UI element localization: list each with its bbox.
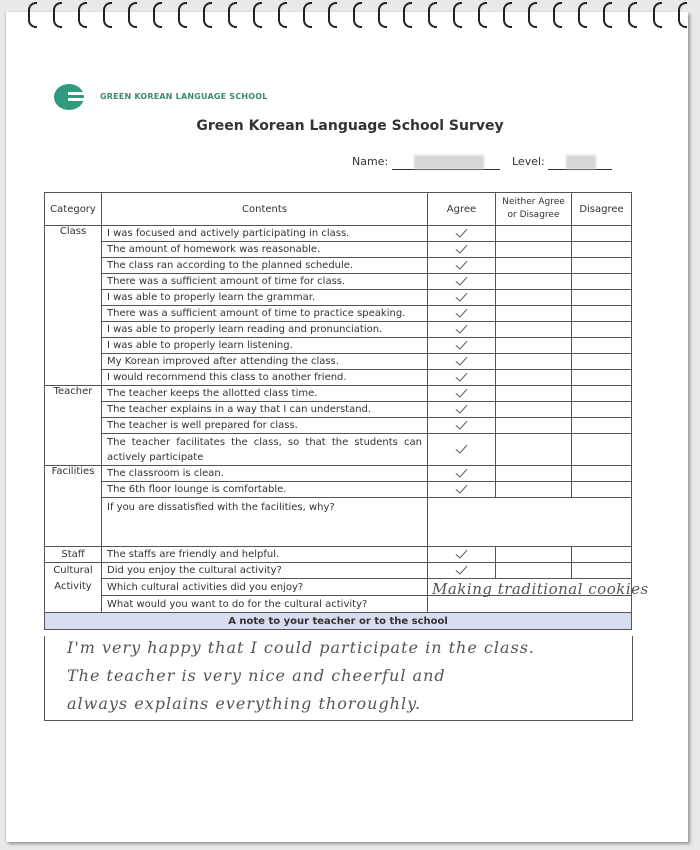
disagree-cell[interactable] (572, 306, 632, 322)
category-facilities: Facilities (45, 466, 102, 547)
row-content: My Korean improved after attending the class. (102, 354, 428, 370)
survey-table (44, 192, 632, 630)
check-mark-icon (456, 305, 468, 317)
row-content: The staffs are friendly and helpful. (102, 547, 428, 563)
neither-cell[interactable] (496, 322, 572, 338)
disagree-cell[interactable] (572, 547, 632, 563)
neither-cell[interactable] (496, 338, 572, 354)
category-cultural-activity (45, 563, 102, 613)
disagree-cell[interactable] (572, 418, 632, 434)
note-header-row (45, 613, 632, 630)
binding-ring (78, 2, 87, 28)
category-cultural-line1: Cultural (53, 565, 93, 576)
agree-cell[interactable] (428, 258, 496, 274)
row-content: The teacher keeps the allotted class time. (102, 386, 428, 402)
row-content: What would you want to do for the cultural activity? (102, 596, 428, 613)
check-mark-icon (456, 337, 468, 349)
binding-ring (528, 2, 537, 28)
row-content: I was able to properly learn reading and pronunciation. (102, 322, 428, 338)
table-row (45, 322, 632, 338)
check-mark-icon (456, 225, 468, 237)
binding-ring (28, 2, 37, 28)
row-content: If you are dissatisfied with the facilities, why? (102, 498, 428, 547)
row-content: I would recommend this class to another friend. (102, 370, 428, 386)
binding-ring (678, 2, 687, 28)
agree-cell[interactable] (428, 402, 496, 418)
binding-ring (253, 2, 262, 28)
agree-cell[interactable] (428, 563, 496, 579)
school-name: GREEN KOREAN LANGUAGE SCHOOL (100, 92, 268, 101)
agree-cell[interactable] (428, 306, 496, 322)
agree-cell[interactable] (428, 482, 496, 498)
table-row (45, 274, 632, 290)
disagree-cell[interactable] (572, 434, 632, 466)
check-mark-icon (456, 417, 468, 429)
table-row (45, 370, 632, 386)
row-content: I was able to properly learn the grammar. (102, 290, 428, 306)
binding-ring (453, 2, 462, 28)
neither-cell[interactable] (496, 563, 572, 579)
header-neither: Neither Agree or Disagree (496, 193, 572, 226)
name-field (352, 155, 500, 170)
agree-cell[interactable] (428, 242, 496, 258)
table-header-row (45, 193, 632, 226)
neither-cell[interactable] (496, 290, 572, 306)
binding-ring (178, 2, 187, 28)
row-content: I was able to properly learn listening. (102, 338, 428, 354)
disagree-cell[interactable] (572, 258, 632, 274)
check-mark-icon (456, 289, 468, 301)
binding-ring (353, 2, 362, 28)
binding-ring (578, 2, 587, 28)
neither-cell[interactable] (496, 306, 572, 322)
row-content: The teacher is well prepared for class. (102, 418, 428, 434)
row-content: I was focused and actively participating in class. (102, 226, 428, 242)
level-field (512, 155, 612, 170)
neither-cell[interactable] (496, 386, 572, 402)
check-mark-icon (456, 241, 468, 253)
table-row (45, 258, 632, 274)
check-mark-icon (456, 546, 468, 558)
agree-cell[interactable] (428, 226, 496, 242)
row-content: The classroom is clean. (102, 466, 428, 482)
agree-cell[interactable] (428, 370, 496, 386)
disagree-cell[interactable] (572, 386, 632, 402)
binding-ring (153, 2, 162, 28)
agree-cell[interactable] (428, 322, 496, 338)
binding-ring (278, 2, 287, 28)
binding-ring (503, 2, 512, 28)
disagree-cell[interactable] (572, 322, 632, 338)
row-content: The teacher explains in a way that I can understand. (102, 402, 428, 418)
table-row (45, 596, 632, 613)
note-line-3: always explains everything thoroughly. (67, 694, 422, 713)
row-content: The class ran according to the planned schedule. (102, 258, 428, 274)
spiral-binding (0, 0, 700, 30)
row-content: There was a sufficient amount of time to practice speaking. (102, 306, 428, 322)
school-logo (54, 84, 314, 110)
category-teacher: Teacher (45, 386, 102, 466)
disagree-cell[interactable] (572, 290, 632, 306)
agree-cell[interactable] (428, 434, 496, 466)
check-mark-icon (456, 353, 468, 365)
facilities-answer-cell[interactable] (428, 498, 632, 547)
note-area[interactable] (44, 636, 633, 721)
name-redacted (392, 155, 500, 170)
table-row (45, 306, 632, 322)
note-header: A note to your teacher or to the school (45, 613, 632, 630)
check-mark-icon (456, 481, 468, 493)
disagree-cell[interactable] (572, 226, 632, 242)
table-row (45, 466, 632, 482)
check-mark-icon (456, 321, 468, 333)
check-mark-icon (456, 441, 468, 453)
binding-ring (203, 2, 212, 28)
neither-cell[interactable] (496, 354, 572, 370)
name-label: Name: (352, 155, 389, 168)
page-title: Green Korean Language School Survey (196, 118, 504, 134)
binding-ring (653, 2, 662, 28)
table-row (45, 498, 632, 547)
level-redacted (548, 155, 612, 170)
check-mark-icon (456, 369, 468, 381)
disagree-cell[interactable] (572, 274, 632, 290)
table-row (45, 547, 632, 563)
neither-cell[interactable] (496, 434, 572, 466)
header-disagree: Disagree (572, 193, 632, 226)
table-row (45, 290, 632, 306)
check-mark-icon (456, 385, 468, 397)
table-row (45, 242, 632, 258)
table-row (45, 402, 632, 418)
category-class: Class (45, 226, 102, 386)
row-content: Which cultural activities did you enjoy? (102, 579, 428, 596)
table-row (45, 418, 632, 434)
binding-ring (228, 2, 237, 28)
disagree-cell[interactable] (572, 466, 632, 482)
category-cultural-line2: Activity (54, 581, 92, 592)
table-row (45, 434, 632, 466)
disagree-cell[interactable] (572, 482, 632, 498)
disagree-cell[interactable] (572, 354, 632, 370)
disagree-cell[interactable] (572, 370, 632, 386)
agree-cell[interactable] (428, 338, 496, 354)
row-content: The 6th floor lounge is comfortable. (102, 482, 428, 498)
binding-ring (128, 2, 137, 28)
check-mark-icon (456, 257, 468, 269)
binding-ring (428, 2, 437, 28)
agree-cell[interactable] (428, 274, 496, 290)
binding-ring (403, 2, 412, 28)
disagree-cell[interactable] (572, 338, 632, 354)
cultural-wish-cell[interactable] (428, 596, 632, 613)
disagree-cell[interactable] (572, 242, 632, 258)
agree-cell[interactable] (428, 354, 496, 370)
table-row (45, 563, 632, 579)
agree-cell[interactable] (428, 418, 496, 434)
school-logo-icon (54, 84, 84, 110)
binding-ring (328, 2, 337, 28)
header-category: Category (45, 193, 102, 226)
agree-cell[interactable] (428, 290, 496, 306)
neither-cell[interactable] (496, 258, 572, 274)
neither-cell[interactable] (496, 370, 572, 386)
header-agree: Agree (428, 193, 496, 226)
disagree-cell[interactable] (572, 563, 632, 579)
neither-cell[interactable] (496, 547, 572, 563)
check-mark-icon (456, 401, 468, 413)
table-row (45, 354, 632, 370)
neither-cell[interactable] (496, 466, 572, 482)
check-mark-icon (456, 562, 468, 574)
binding-ring (378, 2, 387, 28)
binding-ring (628, 2, 637, 28)
row-content: The teacher facilitates the class, so that the students can actively participate (102, 434, 428, 466)
neither-cell[interactable] (496, 482, 572, 498)
table-row (45, 338, 632, 354)
table-row (45, 226, 632, 242)
level-label: Level: (512, 155, 545, 168)
binding-ring (553, 2, 562, 28)
neither-cell[interactable] (496, 274, 572, 290)
check-mark-icon (456, 465, 468, 477)
neither-cell[interactable] (496, 418, 572, 434)
disagree-cell[interactable] (572, 402, 632, 418)
row-content: Did you enjoy the cultural activity? (102, 563, 428, 579)
binding-ring (603, 2, 612, 28)
cultural-activity-answer: Making traditional cookies (432, 580, 649, 598)
neither-cell[interactable] (496, 226, 572, 242)
neither-cell[interactable] (496, 402, 572, 418)
binding-ring (53, 2, 62, 28)
agree-cell[interactable] (428, 386, 496, 402)
binding-ring (478, 2, 487, 28)
row-content: There was a sufficient amount of time for class. (102, 274, 428, 290)
note-line-1: I'm very happy that I could participate in the class. (67, 638, 535, 657)
category-staff: Staff (45, 547, 102, 563)
header-contents: Contents (102, 193, 428, 226)
neither-cell[interactable] (496, 242, 572, 258)
note-line-2: The teacher is very nice and cheerful and (67, 666, 446, 685)
table-row (45, 482, 632, 498)
check-mark-icon (456, 273, 468, 285)
binding-ring (303, 2, 312, 28)
agree-cell[interactable] (428, 466, 496, 482)
binding-ring (103, 2, 112, 28)
agree-cell[interactable] (428, 547, 496, 563)
row-content: The amount of homework was reasonable. (102, 242, 428, 258)
table-row (45, 386, 632, 402)
